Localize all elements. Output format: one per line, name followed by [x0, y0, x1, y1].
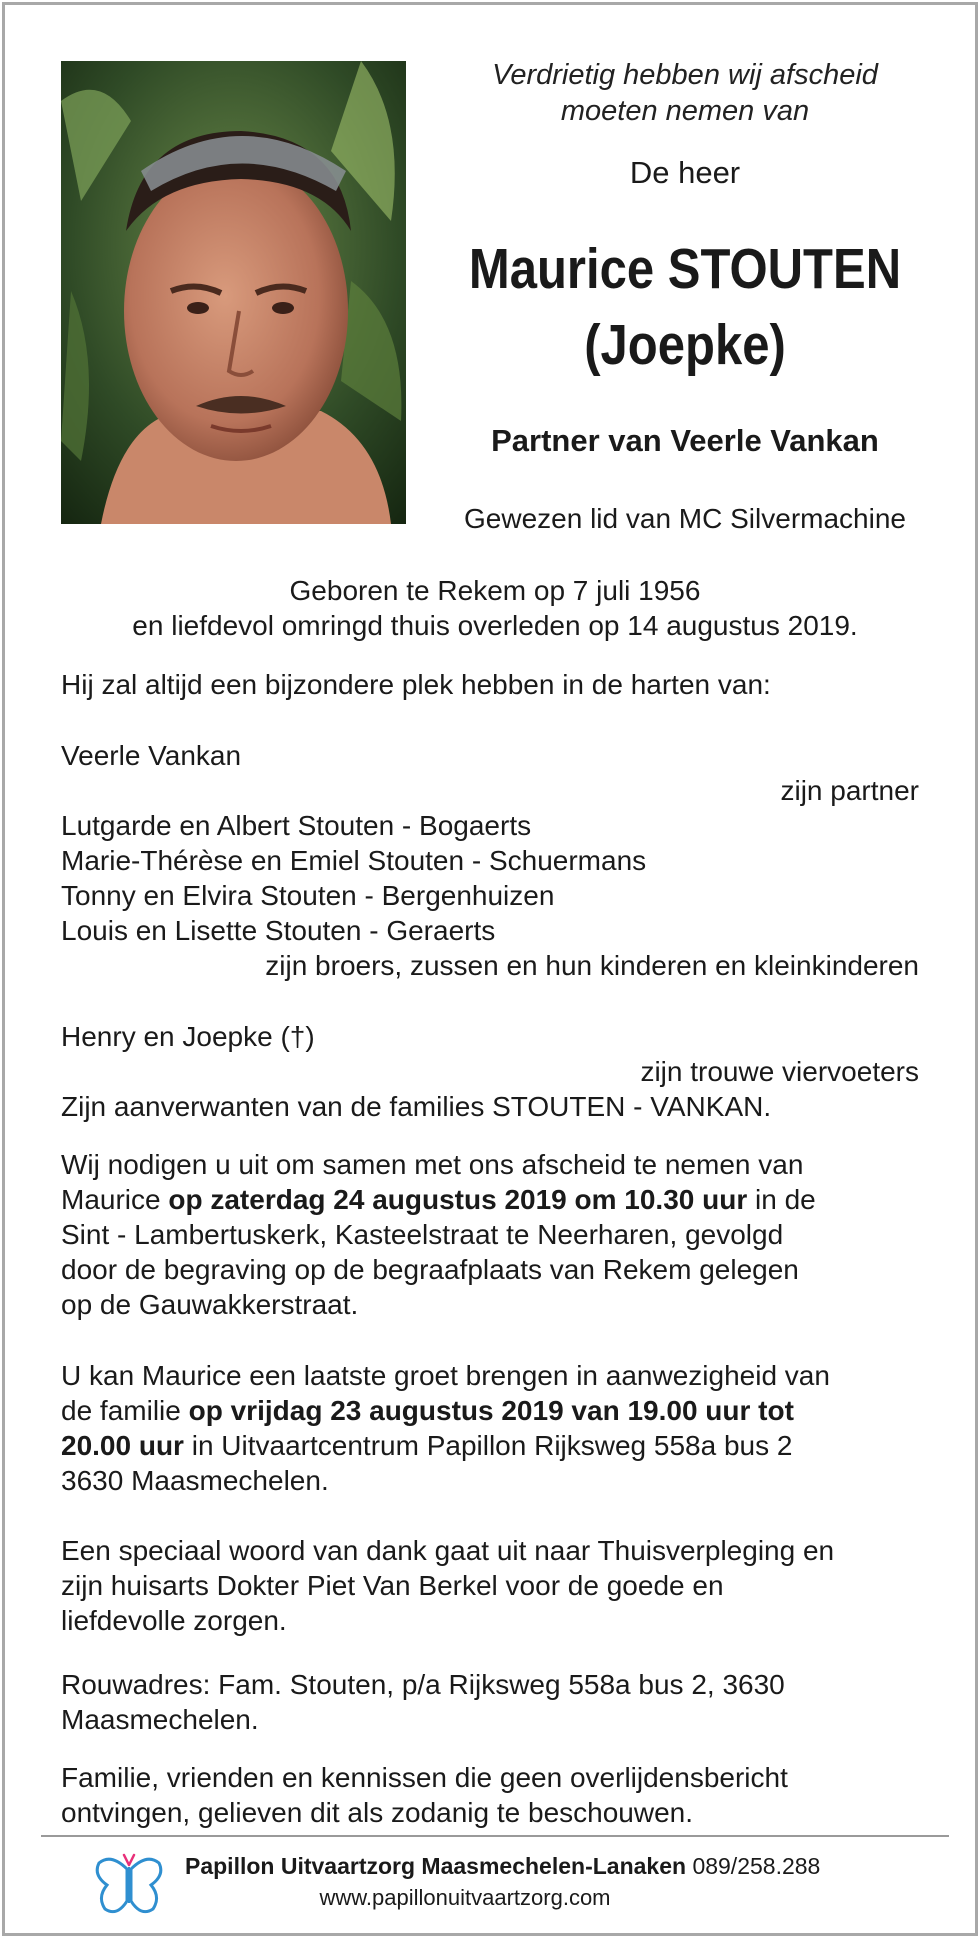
thanks-line-2: zijn huisarts Dokter Piet Van Berkel voor de goede en	[61, 1570, 724, 1601]
pets-line: Henry en Joepke (†)	[61, 1021, 315, 1052]
butterfly-logo-icon	[91, 1845, 167, 1921]
visit-line-2a: de familie	[61, 1395, 189, 1426]
mourner-partner-role: zijn partner	[780, 775, 919, 806]
mourner-partner-name: Veerle Vankan	[61, 740, 242, 771]
footer-website: www.papillonuitvaartzorg.com	[319, 1885, 611, 1910]
footer-phone: 089/258.288	[692, 1853, 821, 1879]
thanks-line-1: Een speciaal woord van dank gaat uit naar Thuisverpleging en	[61, 1535, 835, 1566]
footer-divider	[41, 1835, 949, 1837]
deceased-name	[461, 231, 908, 383]
portrait-image-icon	[61, 61, 406, 524]
funeral-line-5: op de Gauwakkerstraat.	[61, 1289, 359, 1320]
funeral-line-3: Sint - Lambertuskerk, Kasteelstraat te Neerharen, gevolgd	[61, 1219, 784, 1250]
footer-company: Papillon Uitvaartzorg Maasmechelen-Lanaken	[185, 1853, 687, 1879]
name-line-2: (Joepke)	[584, 313, 786, 377]
sibling-3: Tonny en Elvira Stouten - Bergenhuizen	[61, 880, 555, 911]
address-line-2: Maasmechelen.	[61, 1704, 259, 1735]
notice-line-1: Familie, vrienden en kennissen die geen overlijdensbericht	[61, 1762, 788, 1793]
sibling-1: Lutgarde en Albert Stouten - Bogaerts	[61, 810, 532, 841]
visit-line-3b: in Uitvaartcentrum Papillon Rijksweg 558a bus 2	[183, 1430, 793, 1461]
funeral-line-2a: Maurice	[61, 1184, 169, 1215]
portrait-photo	[61, 61, 406, 524]
funeral-line-4: door de begraving op de begraafplaats van Rekem gelegen	[61, 1254, 799, 1285]
visit-end-time: 20.00 uur	[61, 1430, 184, 1461]
sibling-2: Marie-Thérèse en Emiel Stouten - Schuermans	[61, 845, 647, 876]
visitation-paragraph	[61, 1358, 931, 1498]
visit-line-1: U kan Maurice een laatste groet brengen in aanwezigheid van	[61, 1360, 830, 1391]
visit-date: op vrijdag 23 augustus 2019 van 19.00 uur tot	[188, 1395, 794, 1426]
intro-line-1: Verdrietig hebben wij afscheid	[492, 59, 878, 91]
mourners-intro: Hij zal altijd een bijzondere plek hebben in de harten van:	[61, 669, 771, 700]
thanks-paragraph	[61, 1533, 931, 1638]
funeral-line-1: Wij nodigen u uit om samen met ons afscheid te nemen van	[61, 1149, 804, 1180]
funeral-date: op zaterdag 24 augustus 2019 om 10.30 uur	[168, 1184, 748, 1215]
footer-company-line	[185, 1853, 925, 1880]
partner-line: Partner van Veerle Vankan	[491, 423, 879, 458]
notice-line-2: ontvingen, gelieven dit als zodanig te beschouwen.	[61, 1797, 693, 1828]
funeral-paragraph	[61, 1147, 931, 1322]
intro-text	[425, 57, 945, 129]
birth-line: Geboren te Rekem op 7 juli 1956	[289, 575, 701, 606]
pets-role: zijn trouwe viervoeters	[640, 1056, 919, 1087]
membership-line: Gewezen lid van MC Silvermachine	[464, 503, 906, 534]
honorific: De heer	[629, 155, 741, 190]
visit-line-3	[61, 1428, 931, 1463]
visit-line-4: 3630 Maasmechelen.	[61, 1465, 329, 1496]
visit-line-2	[61, 1393, 931, 1428]
sibling-4: Louis en Lisette Stouten - Geraerts	[61, 915, 496, 946]
address-paragraph	[61, 1667, 931, 1737]
siblings-role: zijn broers, zussen en hun kinderen en kleinkinderen	[265, 950, 919, 981]
birth-death-text	[61, 573, 929, 643]
relatives-line: Zijn aanverwanten van de families STOUTEN - VANKAN.	[61, 1091, 772, 1122]
thanks-line-3: liefdevolle zorgen.	[61, 1605, 287, 1636]
intro-line-2: moeten nemen van	[560, 95, 810, 127]
death-line: en liefdevol omringd thuis overleden op 14 augustus 2019.	[132, 610, 858, 641]
name-line-1: Maurice STOUTEN	[468, 237, 902, 301]
obituary-card	[2, 2, 978, 1936]
funeral-line-2	[61, 1182, 931, 1217]
address-line-1: Rouwadres: Fam. Stouten, p/a Rijksweg 558a bus 2, 3630	[61, 1669, 785, 1700]
funeral-line-2c: in de	[747, 1184, 816, 1215]
notice-paragraph	[61, 1760, 931, 1830]
